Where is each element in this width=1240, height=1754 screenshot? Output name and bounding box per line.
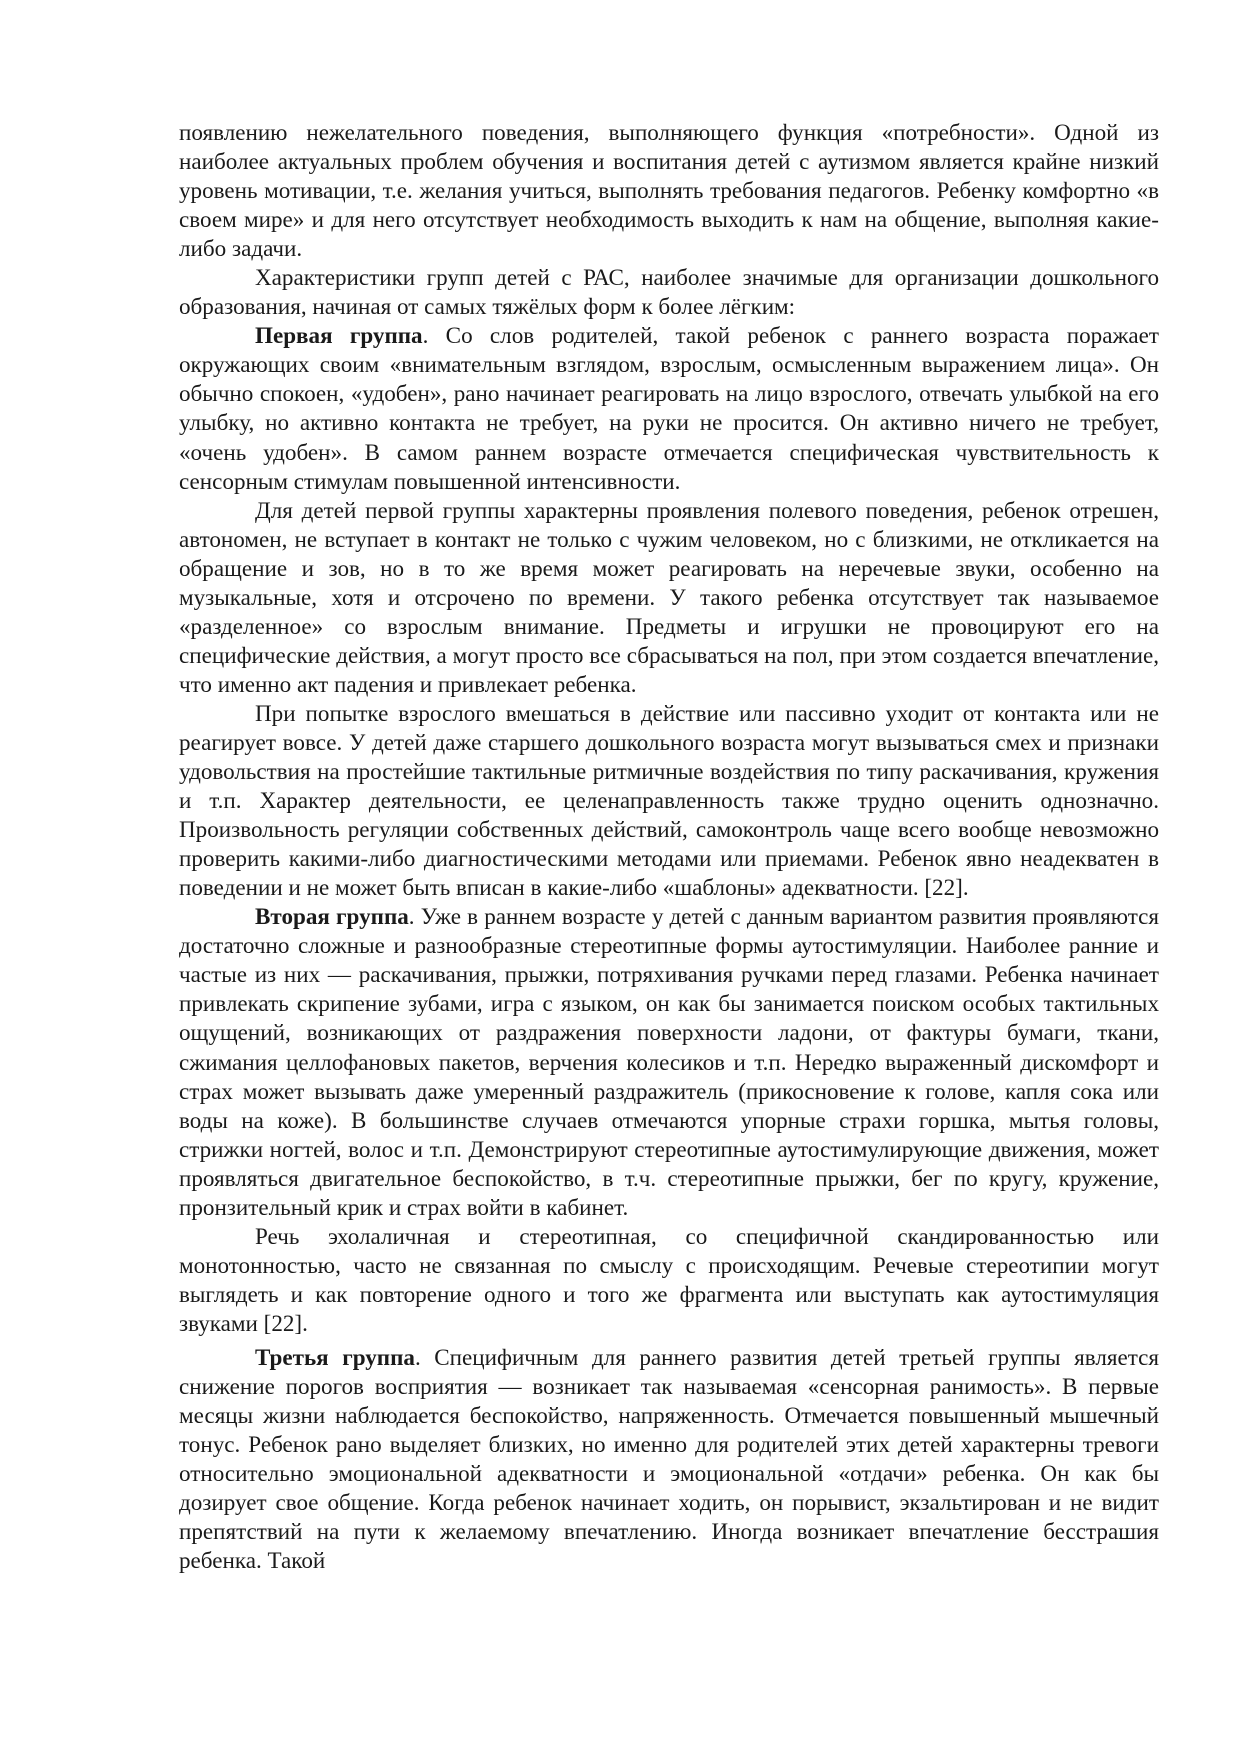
paragraph-second-group — [179, 902, 1159, 1222]
paragraph-text: . Со слов родителей, такой ребенок с раннего возраста поражает окружающих своим «внимательным взглядом, взрослым, осмысленным выражением лица». Он обычно спокоен, «удобен», рано начинает реагировать на лицо взрослого, отвечать улыбкой на его улыбку, но активно контакта не требует, на руки не просится. Он активно ничего не требует, «очень удобен». В самом раннем возрасте отмечается специфическая чувствительность к сенсорным стимулам повышенной интенсивности. — [179, 322, 1160, 494]
paragraph-first-group-adult-contact — [179, 699, 1159, 902]
paragraph-text: . Уже в раннем возрасте у детей с данным вариантом развития проявляются достаточно сложные и разнообразные стереотипные формы аутостимуляции. Наиболее ранние и частые из них — раскачивания, прыжки, потряхивания ручками перед глазами. Ребенка начинает привлекать скрипение зубами, игра с языком, он как бы занимается поиском особых тактильных ощущений, возникающих от раздражения поверхности ладони, от фактуры бумаги, ткани, сжимания целлофановых пакетов, верчения колесиков и т.п. Нередко выраженный дискомфорт и страх может вызывать даже умеренный раздражитель (прикосновение к голове, капля сока или воды на коже). В большинстве случаев отмечаются упорные страхи горшка, мытья головы, стрижки ногтей, волос и т.п. Демонстрируют стереотипные аутостимулирующие движения, может проявляться двигательное беспокойство, в т.ч. стереотипные прыжки, бег по кругу, кружение, пронзительный крик и страх войти в кабинет. — [179, 903, 1159, 1220]
group-term-heading: Первая группа — [255, 322, 423, 349]
paragraph-first-group-behavior — [179, 496, 1159, 699]
paragraph-group-characteristics-intro — [179, 263, 1159, 321]
paragraph-text: . Специфичным для раннего развития детей третьей группы является снижение порогов восприятия — возникает так называемая «сенсорная ранимость». В первые месяцы жизни наблюдается беспокойство, напряженность. Отмечается повышенный мышечный тонус. Ребенок рано выделяет близких, но именно для родителей этих детей характерны тревоги относительно эмоциональной адекватности и эмоциональной «отдачи» ребенка. Он как бы дозирует свое общение. Когда ребенок начинает ходить, он порывист, экзальтирован и не видит препятствий на пути к желаемому впечатлению. Иногда возникает впечатление бесстрашия ребенка. Такой — [179, 1343, 1159, 1574]
paragraph-text: Речь эхолаличная и стереотипная, со специфичной скандированностью или монотонностью, часто не связанная по смыслу с происходящим. Речевые стереотипии могут выглядеть и как повторение одного и того же фрагмента или выступать как аутостимуляция звуками [22]. — [179, 1222, 1159, 1336]
paragraph-text: Для детей первой группы характерны проявления полевого поведения, ребенок отрешен, автономен, не вступает в контакт не только с чужим человеком, но с близкими, не откликается на обращение и зов, но в то же время может реагировать на неречевые звуки, особенно на музыкальные, хотя и отсрочено по времени. У такого ребенка отсутствует так называемое «разделенное» со взрослым внимание. Предметы и игрушки не провоцируют его на специфические действия, а могут просто все сбрасываться на пол, при этом создается впечатление, что именно акт падения и привлекает ребенка. — [179, 496, 1159, 697]
paragraph-first-group — [179, 321, 1159, 495]
paragraph-second-group-speech — [179, 1222, 1159, 1338]
paragraph-motivation — [179, 118, 1159, 263]
paragraph-text: появлению нежелательного поведения, выполняющего функция «потребности». Одной из наиболее актуальных проблем обучения и воспитания детей с аутизмом является крайне низкий уровень мотивации, т.е. желания учиться, выполнять требования педагогов. Ребенку комфортно «в своем мире» и для него отсутствует необходимость выходить к нам на общение, выполняя какие-либо задачи. — [179, 119, 1159, 262]
group-term-heading: Вторая группа — [255, 903, 409, 930]
paragraph-text: При попытке взрослого вмешаться в действие или пассивно уходит от контакта или не реагирует вовсе. У детей даже старшего дошкольного возраста могут вызываться смех и признаки удовольствия на простейшие тактильные ритмичные воздействия по типу раскачивания, кружения и т.п. Характер деятельности, ее целенаправленность также трудно оценить однозначно. Произвольность регуляции собственных действий, самоконтроль чаще всего вообще невозможно проверить какими-либо диагностическими методами или приемами. Ребенок явно неадекватен в поведении и не может быть вписан в какие-либо «шаблоны» адекватности. [22]. — [179, 699, 1159, 901]
document-page — [179, 118, 1159, 1575]
group-term-heading: Третья группа — [255, 1343, 415, 1370]
paragraph-text: Характеристики групп детей с РАС, наиболее значимые для организации дошкольного образования, начиная от самых тяжёлых форм к более лёгким: — [179, 264, 1159, 320]
paragraph-third-group — [179, 1343, 1159, 1575]
